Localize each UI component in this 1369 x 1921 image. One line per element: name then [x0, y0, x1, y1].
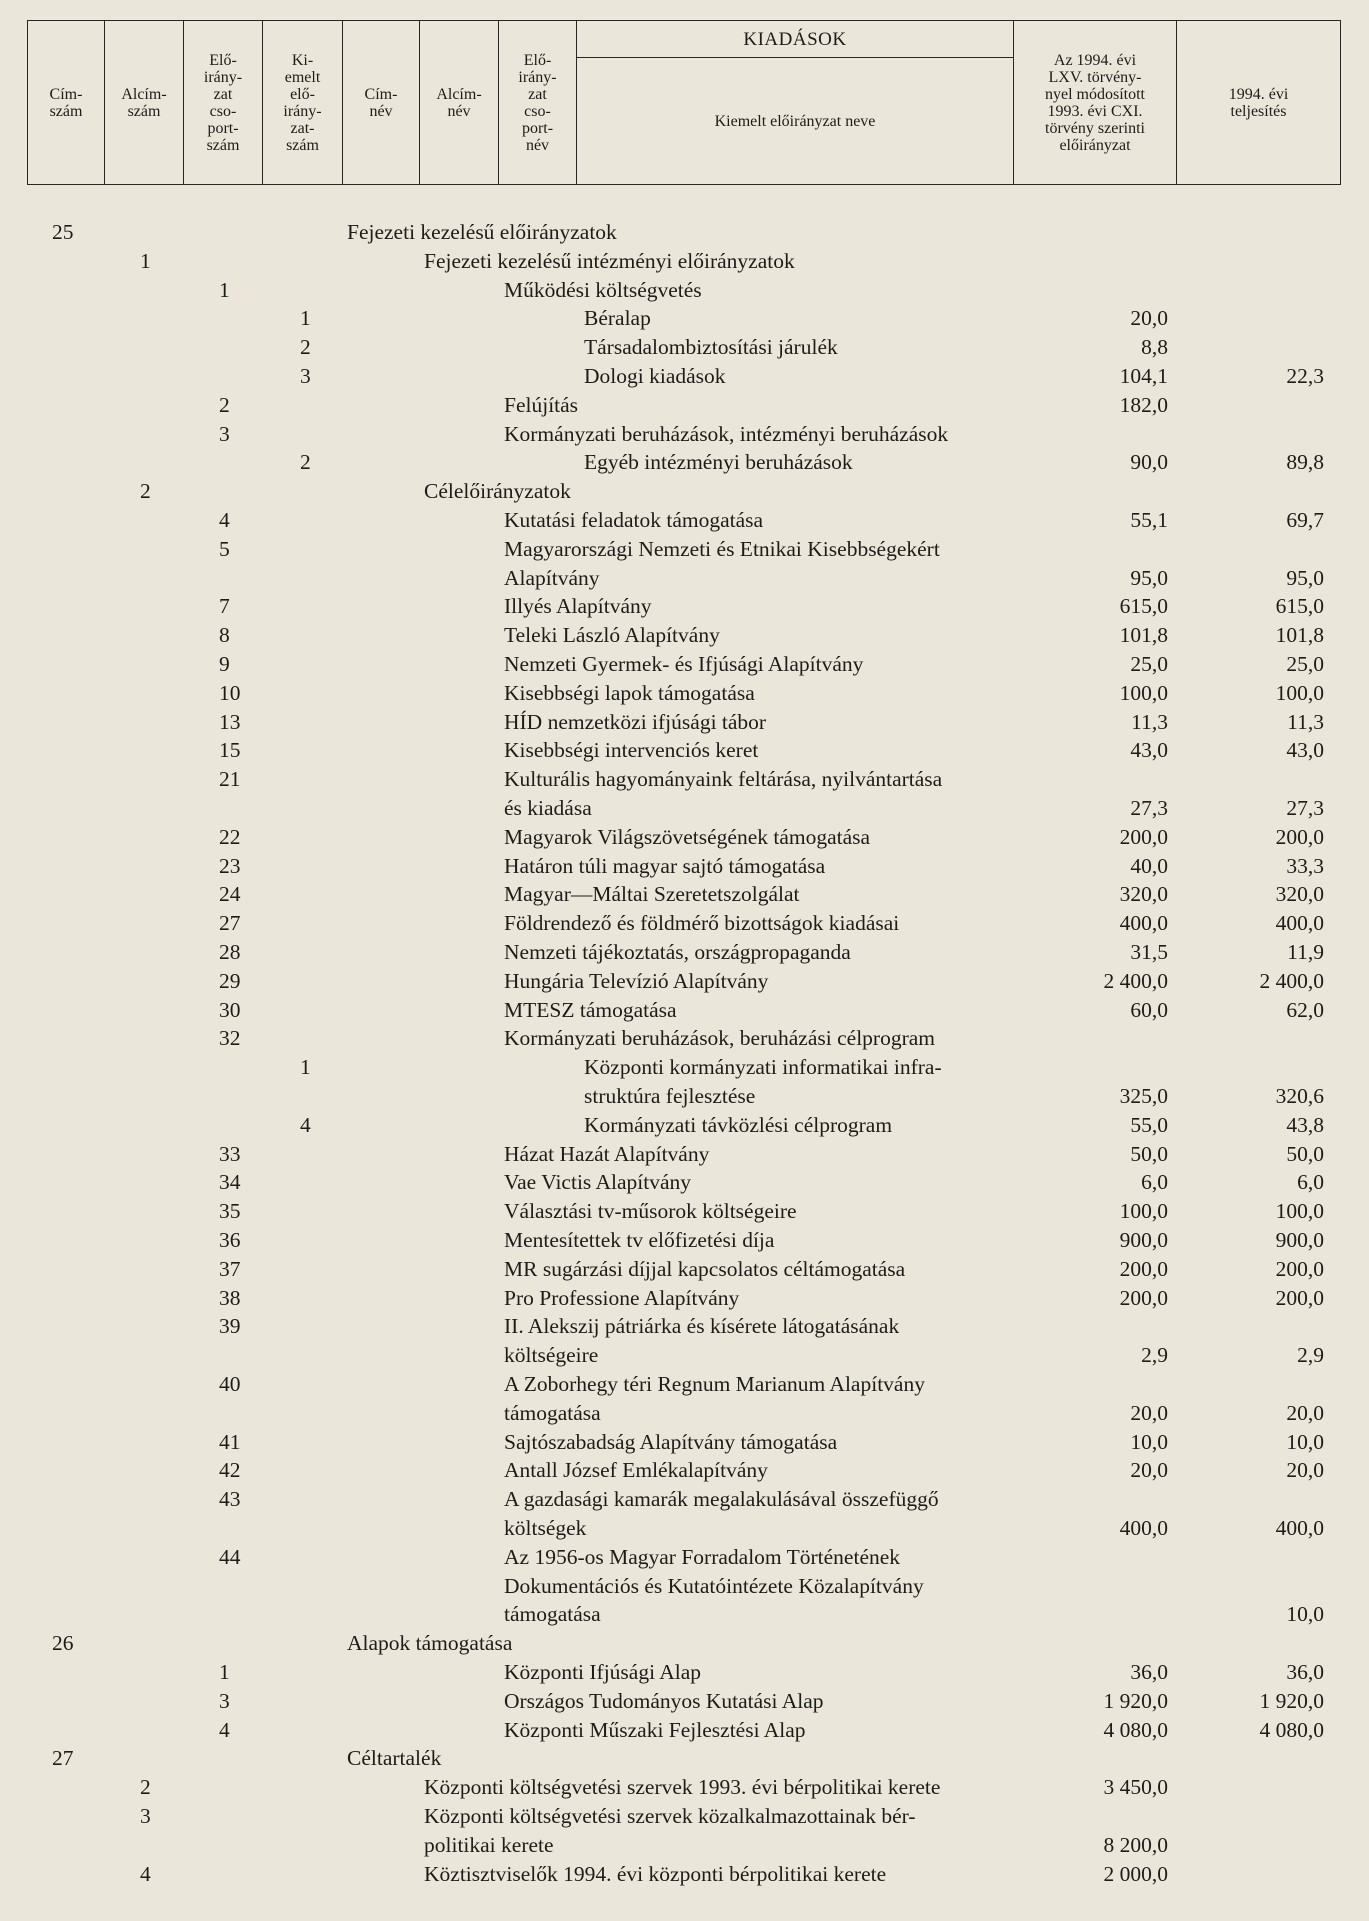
table-row [0, 650, 1369, 679]
row-number: 1 [219, 1660, 230, 1684]
row-eloiranyzat-value: 200,0 [1119, 1256, 1168, 1281]
row-name: Dologi kiadások [584, 364, 726, 388]
table-row [0, 938, 1369, 967]
row-name: Választási tv-műsorok költségeire [504, 1199, 797, 1224]
row-name: Határon túli magyar sajtó támogatása [504, 853, 826, 878]
row-name: költségek [504, 1516, 587, 1540]
table-row [0, 1024, 1369, 1053]
row-teljesites-value: 400,0 [1275, 911, 1324, 936]
row-teljesites-value: 43,8 [1286, 1112, 1324, 1137]
table-row [0, 1658, 1369, 1687]
row-eloiranyzat-value: 50,0 [1130, 1141, 1168, 1166]
row-eloiranyzat-value: 182,0 [1119, 392, 1168, 417]
row-name: II. Alekszij pátriárka és kísérete látogatásának [504, 1314, 900, 1339]
row-number: 24 [219, 882, 241, 907]
row-eloiranyzat-value: 900,0 [1119, 1228, 1168, 1252]
table-row [0, 1773, 1369, 1802]
row-eloiranyzat-value: 20,0 [1130, 306, 1168, 331]
row-name: MTESZ támogatása [504, 997, 677, 1022]
row-number: 22 [219, 824, 241, 849]
row-number: 4 [219, 508, 230, 532]
row-eloiranyzat-value: 25,0 [1130, 652, 1168, 676]
header-teljesites: 1994. évi teljesítés [1177, 21, 1341, 185]
row-eloiranyzat-value: 3 450,0 [1103, 1775, 1168, 1800]
table-row [0, 333, 1369, 362]
row-teljesites-value: 11,9 [1287, 940, 1324, 964]
table-row [0, 1572, 1369, 1601]
row-teljesites-value: 20,0 [1286, 1400, 1324, 1425]
table-row [0, 448, 1369, 477]
row-number: 3 [300, 364, 311, 388]
row-number: 26 [52, 1631, 74, 1656]
table-row [0, 1860, 1369, 1889]
row-name: Céltartalék [347, 1746, 442, 1771]
row-number: 39 [219, 1314, 241, 1339]
row-eloiranyzat-value: 20,0 [1130, 1400, 1168, 1425]
row-name: Felújítás [504, 392, 579, 417]
row-number: 1 [219, 277, 230, 302]
row-number: 40 [219, 1372, 241, 1396]
row-eloiranyzat-value: 2 000,0 [1103, 1861, 1168, 1886]
row-eloiranyzat-value: 10,0 [1130, 1429, 1168, 1454]
table-row [0, 420, 1369, 449]
row-name: Országos Tudományos Kutatási Alap [504, 1688, 824, 1713]
row-eloiranyzat-value: 40,0 [1130, 853, 1168, 878]
row-eloiranyzat-value: 55,0 [1130, 1112, 1168, 1137]
row-number: 35 [219, 1199, 241, 1224]
row-teljesites-value: 22,3 [1286, 364, 1324, 388]
row-number: 27 [219, 911, 241, 936]
row-name: Az 1956-os Magyar Forradalom Történetének [504, 1544, 901, 1569]
header-eloiranyzat-csoport-szam: Elő- irány- zat cso- port- szám [184, 21, 263, 185]
row-teljesites-value: 615,0 [1275, 594, 1324, 619]
row-number: 38 [219, 1285, 241, 1310]
table-row [0, 477, 1369, 506]
row-name: Központi kormányzati informatikai infra- [584, 1055, 942, 1080]
row-name: Magyar—Máltai Szeretetszolgálat [504, 882, 800, 907]
row-eloiranyzat-value: 400,0 [1119, 1516, 1168, 1540]
row-eloiranyzat-value: 100,0 [1119, 680, 1168, 705]
row-eloiranyzat-value: 2 400,0 [1103, 968, 1168, 993]
table-row [0, 1168, 1369, 1197]
row-number: 36 [219, 1228, 241, 1252]
table-row [0, 304, 1369, 333]
row-name: A gazdasági kamarák megalakulásával összefüggő [504, 1487, 939, 1512]
row-name: Központi költségvetési szervek közalkalmazottainak bér- [424, 1804, 916, 1828]
table-row [0, 1341, 1369, 1370]
row-name: Egyéb intézményi beruházások [584, 450, 853, 475]
row-teljesites-value: 95,0 [1286, 565, 1324, 590]
table-row [0, 506, 1369, 535]
row-teljesites-value: 320,0 [1275, 882, 1324, 907]
table-row [0, 1802, 1369, 1831]
row-teljesites-value: 2,9 [1297, 1343, 1324, 1368]
header-kiadasok: KIADÁSOK [577, 21, 1014, 58]
row-eloiranyzat-value: 20,0 [1130, 1458, 1168, 1483]
table-row [0, 1370, 1369, 1399]
table-row [0, 1284, 1369, 1313]
table-row [0, 679, 1369, 708]
header-alcimszam: Alcím- szám [105, 21, 184, 185]
row-number: 15 [219, 738, 241, 763]
row-teljesites-value: 200,0 [1275, 1285, 1324, 1310]
row-eloiranyzat-value: 325,0 [1119, 1084, 1168, 1108]
row-name: Működési költségvetés [504, 277, 702, 302]
row-eloiranyzat-value: 4 080,0 [1103, 1717, 1168, 1742]
row-name: Házat Hazát Alapítvány [504, 1141, 710, 1166]
row-eloiranyzat-value: 8,8 [1141, 335, 1168, 360]
row-eloiranyzat-value: 400,0 [1119, 911, 1168, 936]
row-number: 44 [219, 1544, 241, 1569]
row-name: politikai kerete [424, 1832, 554, 1857]
row-number: 2 [300, 450, 311, 475]
row-teljesites-value: 69,7 [1286, 508, 1324, 532]
row-name: Hungária Televízió Alapítvány [504, 968, 769, 993]
header-alcimnev: Alcím- név [420, 21, 499, 185]
row-number: 1 [140, 248, 151, 273]
row-eloiranyzat-value: 1 920,0 [1103, 1688, 1168, 1713]
row-eloiranyzat-value: 615,0 [1119, 594, 1168, 619]
row-teljesites-value: 100,0 [1275, 1199, 1324, 1224]
table-row [0, 1399, 1369, 1428]
row-name: Alapítvány [504, 565, 600, 590]
row-name: Társadalombiztosítási járulék [584, 335, 838, 360]
row-name: Sajtószabadság Alapítvány támogatása [504, 1429, 838, 1454]
row-name: Célelőirányzatok [424, 479, 571, 504]
table-row [0, 535, 1369, 564]
table-row [0, 823, 1369, 852]
row-name: Mentesítettek tv előfizetési díja [504, 1228, 775, 1252]
row-number: 1 [300, 1055, 311, 1080]
row-eloiranyzat-value: 31,5 [1130, 940, 1168, 964]
table-row [0, 1312, 1369, 1341]
row-number: 3 [219, 1688, 230, 1713]
table-row [0, 1600, 1369, 1629]
row-name: struktúra fejlesztése [584, 1084, 756, 1108]
row-number: 9 [219, 652, 230, 676]
row-number: 37 [219, 1256, 241, 1281]
row-name: Nemzeti tájékoztatás, országpropaganda [504, 940, 851, 964]
row-teljesites-value: 89,8 [1286, 450, 1324, 475]
table-row [0, 967, 1369, 996]
row-eloiranyzat-value: 8 200,0 [1103, 1832, 1168, 1857]
row-number: 30 [219, 997, 241, 1022]
table-row [0, 1456, 1369, 1485]
row-name: Fejezeti kezelésű intézményi előirányzatok [424, 248, 795, 273]
row-teljesites-value: 200,0 [1275, 824, 1324, 849]
table-row [0, 852, 1369, 881]
row-teljesites-value: 900,0 [1275, 1228, 1324, 1252]
row-teljesites-value: 43,0 [1286, 738, 1324, 763]
row-teljesites-value: 62,0 [1286, 997, 1324, 1022]
row-teljesites-value: 101,8 [1275, 623, 1324, 648]
row-name: Alapok támogatása [347, 1631, 513, 1656]
table-row [0, 592, 1369, 621]
row-teljesites-value: 36,0 [1286, 1660, 1324, 1684]
table-row [0, 1543, 1369, 1572]
row-name: Fejezeti kezelésű előirányzatok [347, 220, 617, 244]
row-teljesites-value: 11,3 [1287, 709, 1324, 734]
row-name: Kormányzati távközlési célprogram [584, 1112, 893, 1137]
row-name: Kormányzati beruházások, beruházási célprogram [504, 1026, 935, 1051]
row-number: 4 [300, 1112, 311, 1137]
row-eloiranyzat-value: 95,0 [1130, 565, 1168, 590]
row-number: 1 [300, 306, 311, 331]
row-teljesites-value: 200,0 [1275, 1256, 1324, 1281]
row-eloiranyzat-value: 27,3 [1130, 796, 1168, 820]
table-row [0, 765, 1369, 794]
row-number: 25 [52, 220, 74, 244]
row-eloiranyzat-value: 200,0 [1119, 1285, 1168, 1310]
row-number: 29 [219, 968, 241, 993]
header-table [27, 20, 1341, 185]
table-row [0, 1140, 1369, 1169]
row-teljesites-value: 50,0 [1286, 1141, 1324, 1166]
row-number: 2 [300, 335, 311, 360]
row-name: Nemzeti Gyermek- és Ifjúsági Alapítvány [504, 652, 864, 676]
row-name: Köztisztviselők 1994. évi központi bérpolitikai kerete [424, 1861, 887, 1886]
row-eloiranyzat-value: 100,0 [1119, 1199, 1168, 1224]
row-name: Kutatási feladatok támogatása [504, 508, 764, 532]
table-row [0, 276, 1369, 305]
header-modositott-eloiranyzat: Az 1994. évi LXV. törvény- nyel módosított 1993. évi CXI. törvény szerinti előirányzat [1014, 21, 1177, 185]
row-number: 32 [219, 1026, 241, 1051]
table-row [0, 1485, 1369, 1514]
row-name: és kiadása [504, 796, 592, 820]
row-eloiranyzat-value: 320,0 [1119, 882, 1168, 907]
row-number: 43 [219, 1487, 241, 1512]
row-eloiranyzat-value: 6,0 [1141, 1170, 1168, 1195]
row-number: 33 [219, 1141, 241, 1166]
table-row [0, 391, 1369, 420]
row-number: 3 [219, 421, 230, 446]
table-row [0, 1255, 1369, 1284]
row-name: költségeire [504, 1343, 599, 1368]
header-kiemelt-eloiranyzat-szam: Ki- emelt elő- irány- zat- szám [263, 21, 343, 185]
row-number: 4 [219, 1717, 230, 1742]
row-number: 41 [219, 1429, 241, 1454]
row-teljesites-value: 400,0 [1275, 1516, 1324, 1540]
row-name: Magyarországi Nemzeti és Etnikai Kisebbségekért [504, 536, 940, 561]
row-name: támogatása [504, 1602, 601, 1627]
row-eloiranyzat-value: 90,0 [1130, 450, 1168, 475]
table-row [0, 1744, 1369, 1773]
row-eloiranyzat-value: 60,0 [1130, 997, 1168, 1022]
row-number: 10 [219, 680, 241, 705]
table-row [0, 996, 1369, 1025]
row-name: Kormányzati beruházások, intézményi beruházások [504, 421, 949, 446]
row-name: Béralap [584, 306, 651, 331]
table-row [0, 1428, 1369, 1457]
row-name: Kisebbségi intervenciós keret [504, 738, 759, 763]
table-row [0, 1716, 1369, 1745]
row-name: Pro Professione Alapítvány [504, 1285, 740, 1310]
row-eloiranyzat-value: 104,1 [1119, 364, 1168, 388]
table-row [0, 909, 1369, 938]
row-number: 27 [52, 1746, 74, 1771]
row-name: Központi Ifjúsági Alap [504, 1660, 702, 1684]
row-teljesites-value: 25,0 [1286, 652, 1324, 676]
row-teljesites-value: 33,3 [1286, 853, 1324, 878]
table-row [0, 1514, 1369, 1543]
row-number: 2 [219, 392, 230, 417]
table-row [0, 247, 1369, 276]
table-row [0, 1226, 1369, 1255]
table-row [0, 218, 1369, 247]
table-row [0, 1082, 1369, 1111]
row-name: Magyarok Világszövetségének támogatása [504, 824, 871, 849]
row-teljesites-value: 10,0 [1286, 1602, 1324, 1627]
table-row [0, 1629, 1369, 1658]
table-row [0, 1053, 1369, 1082]
row-eloiranyzat-value: 2,9 [1141, 1343, 1168, 1368]
row-name: Teleki László Alapítvány [504, 623, 720, 648]
row-teljesites-value: 1 920,0 [1259, 1688, 1324, 1713]
row-eloiranyzat-value: 55,1 [1130, 508, 1168, 532]
row-name: támogatása [504, 1400, 601, 1425]
row-number: 23 [219, 853, 241, 878]
row-eloiranyzat-value: 200,0 [1119, 824, 1168, 849]
row-name: Központi költségvetési szervek 1993. évi bérpolitikai kerete [424, 1775, 941, 1800]
row-teljesites-value: 100,0 [1275, 680, 1324, 705]
row-teljesites-value: 320,6 [1275, 1084, 1324, 1108]
row-number: 2 [140, 1775, 151, 1800]
row-number: 7 [219, 594, 230, 619]
table-row [0, 1831, 1369, 1860]
row-number: 21 [219, 767, 241, 792]
row-eloiranyzat-value: 43,0 [1130, 738, 1168, 763]
row-number: 4 [140, 1861, 151, 1886]
row-name: Kulturális hagyományaink feltárása, nyilvántartása [504, 767, 943, 792]
row-name: A Zoborhegy téri Regnum Marianum Alapítvány [504, 1372, 925, 1396]
row-name: Vae Victis Alapítvány [504, 1170, 692, 1195]
row-eloiranyzat-value: 101,8 [1119, 623, 1168, 648]
row-name: Dokumentációs és Kutatóintézete Közalapítvány [504, 1573, 924, 1598]
row-eloiranyzat-value: 11,3 [1131, 709, 1168, 734]
row-number: 2 [140, 479, 151, 504]
row-number: 42 [219, 1458, 241, 1483]
row-name: MR sugárzási díjjal kapcsolatos céltámogatása [504, 1256, 906, 1281]
row-teljesites-value: 4 080,0 [1259, 1717, 1324, 1742]
row-number: 3 [140, 1804, 151, 1828]
table-row [0, 1111, 1369, 1140]
row-number: 28 [219, 940, 241, 964]
table-row [0, 1197, 1369, 1226]
table-row [0, 362, 1369, 391]
row-name: Antall József Emlékalapítvány [504, 1458, 768, 1483]
table-row [0, 621, 1369, 650]
table-row [0, 794, 1369, 823]
row-name: Földrendező és földmérő bizottságok kiadásai [504, 911, 900, 936]
row-teljesites-value: 27,3 [1286, 796, 1324, 820]
table-row [0, 736, 1369, 765]
header-eloiranyzat-csoport-nev: Elő- irány- zat cso- port- név [499, 21, 577, 185]
table-row [0, 564, 1369, 593]
row-number: 5 [219, 536, 230, 561]
row-name: Illyés Alapítvány [504, 594, 652, 619]
header-cimnev: Cím- név [343, 21, 420, 185]
row-name: Központi Műszaki Fejlesztési Alap [504, 1717, 806, 1742]
header-kiemelt-eloiranyzat-neve: Kiemelt előirányzat neve [577, 58, 1014, 185]
row-name: HÍD nemzetközi ifjúsági tábor [504, 709, 767, 734]
row-teljesites-value: 20,0 [1286, 1458, 1324, 1483]
header-cimszam: Cím- szám [28, 21, 105, 185]
table-row [0, 880, 1369, 909]
row-teljesites-value: 10,0 [1286, 1429, 1324, 1454]
row-number: 8 [219, 623, 230, 648]
row-number: 34 [219, 1170, 241, 1195]
row-eloiranyzat-value: 36,0 [1130, 1660, 1168, 1684]
table-row [0, 1687, 1369, 1716]
row-number: 13 [219, 709, 241, 734]
table-row [0, 708, 1369, 737]
row-name: Kisebbségi lapok támogatása [504, 680, 755, 705]
row-teljesites-value: 6,0 [1297, 1170, 1324, 1195]
row-teljesites-value: 2 400,0 [1259, 968, 1324, 993]
